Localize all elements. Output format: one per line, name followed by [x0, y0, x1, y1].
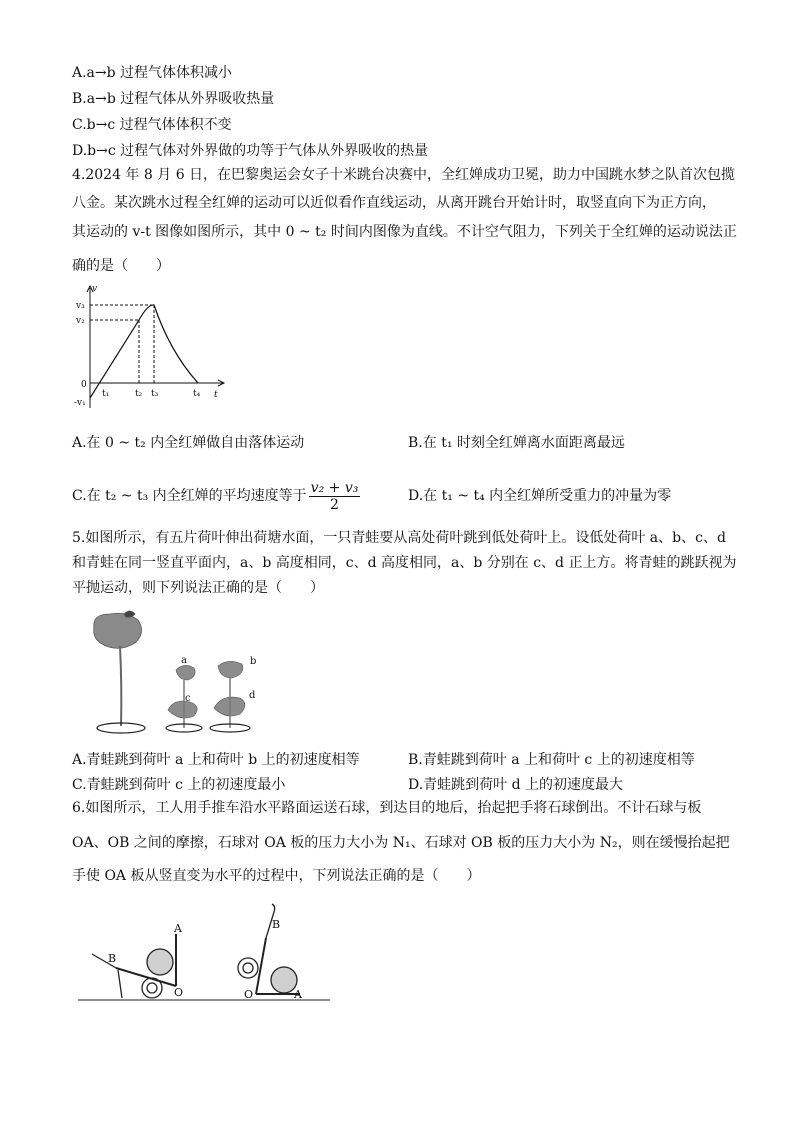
origin-label: 0	[81, 380, 87, 390]
q3-option-c: C.b→c 过程气体体积不变	[72, 117, 232, 133]
label-b: b	[250, 656, 257, 667]
fraction	[309, 480, 361, 513]
q4-stem-line-2: 八金。某次跳水过程全红婵的运动可以近似看作直线运动，从离开跳台开始计时，取竖直向下为正方向，	[72, 195, 716, 211]
q4-option-c	[72, 478, 360, 514]
label-o-2: O	[244, 988, 254, 1001]
v-axis-label: v	[92, 284, 98, 294]
q5-option-c: C.青蛙跳到荷叶 c 上的初速度最小	[72, 777, 286, 793]
label-c: c	[185, 693, 191, 704]
q6-stem-line-1: 6.如图所示，工人用手推车沿水平路面运送石球，到达目的地后，抬起把手将石球倒出。不计石球与板	[72, 800, 702, 816]
q4-stem-line-1: 4.2024 年 8 月 6 日，在巴黎奥运会女子十米跳台决赛中，全红婵成功卫冕，助力中国跳水梦之队首次包揽	[72, 167, 736, 183]
leaf-c	[168, 701, 197, 718]
t4-label: t₄	[193, 389, 201, 399]
label-o-1: O	[174, 986, 184, 999]
q5-option-d: D.青蛙跳到荷叶 d 上的初速度最大	[408, 777, 624, 793]
fraction-denominator: 2	[330, 496, 339, 513]
q5-stem-line-1: 5.如图所示，有五片荷叶伸出荷塘水面，一只青蛙要从高处荷叶跳到低处荷叶上。设低处荷叶 a、b、c、d	[72, 530, 726, 546]
q5-stem-line-2: 和青蛙在同一竖直平面内，a、b 高度相同，c、d 高度相同，a、b 分别在 c、d 正上方。将青蛙的跳跃视为	[72, 555, 737, 571]
q6-stem-line-2: OA、OB 之间的摩擦，石球对 OA 板的压力大小为 N₁、石球对 OB 板的压力大小为 N₂，则在缓慢抬起把	[72, 835, 730, 851]
vt-curve	[90, 305, 198, 398]
q5-stem-line-3: 平抛运动，则下列说法正确的是（ ）	[72, 580, 324, 596]
q4-option-b: B.在 t₁ 时刻全红婵离水面距离最远	[408, 435, 625, 451]
stone-ball-1	[147, 949, 173, 975]
q3-option-b: B.a→b 过程气体从外界吸收热量	[72, 91, 275, 107]
t3-label: t₃	[151, 389, 159, 399]
fraction-numerator: v₂ + v₃	[310, 479, 359, 496]
leaf-a	[176, 665, 195, 680]
label-b-2: B	[272, 918, 281, 931]
q6-wheelbarrow-figure	[78, 898, 333, 1003]
tall-lotus	[94, 611, 145, 733]
t1-label: t₁	[102, 389, 110, 399]
q5-option-a: A.青蛙跳到荷叶 a 上和荷叶 b 上的初速度相等	[72, 752, 360, 768]
label-a: a	[181, 655, 187, 666]
v2-label: v₂	[76, 316, 85, 326]
q4-option-a: A.在 0 ~ t₂ 内全红婵做自由落体运动	[72, 435, 305, 451]
t-axis-label: t	[214, 390, 218, 400]
neg-v1-label: -v₁	[74, 398, 86, 408]
q4-option-c-text: C.在 t₂ ~ t₃ 内全红婵的平均速度等于	[72, 488, 307, 504]
leaf-b	[218, 661, 243, 678]
lotus-ab-c	[166, 665, 202, 732]
lotus-bd	[210, 661, 250, 732]
q3-option-d: D.b→c 过程气体对外界做的功等于气体从外界吸收的热量	[72, 143, 429, 159]
q5-option-b: B.青蛙跳到荷叶 a 上和荷叶 c 上的初速度相等	[408, 752, 695, 768]
q5-lotus-figure	[80, 608, 280, 738]
v3-label: v₃	[76, 301, 85, 311]
label-b-1: B	[108, 952, 117, 965]
q4-stem-line-4: 确的是（ ）	[72, 258, 170, 274]
q4-option-d: D.在 t₁ ~ t₄ 内全红婵所受重力的冲量为零	[408, 488, 672, 504]
q6-stem-line-3: 手使 OA 板从竖直变为水平的过程中，下列说法正确的是（ ）	[72, 868, 481, 884]
q4-stem-line-3: 其运动的 v-t 图像如图所示，其中 0 ~ t₂ 时间内图像为直线。不计空气阻力，下列关于全红婵的运动说法正	[72, 224, 737, 240]
q4-vt-graph	[72, 280, 232, 415]
label-a-1: A	[174, 922, 182, 935]
frog	[124, 611, 135, 617]
barrow-2	[238, 904, 300, 994]
label-a-2: A	[294, 988, 302, 1001]
t2-label: t₂	[135, 389, 143, 399]
q3-option-a: A.a→b 过程气体体积减小	[72, 65, 233, 81]
barrow-1	[92, 934, 176, 998]
label-d: d	[249, 690, 256, 701]
